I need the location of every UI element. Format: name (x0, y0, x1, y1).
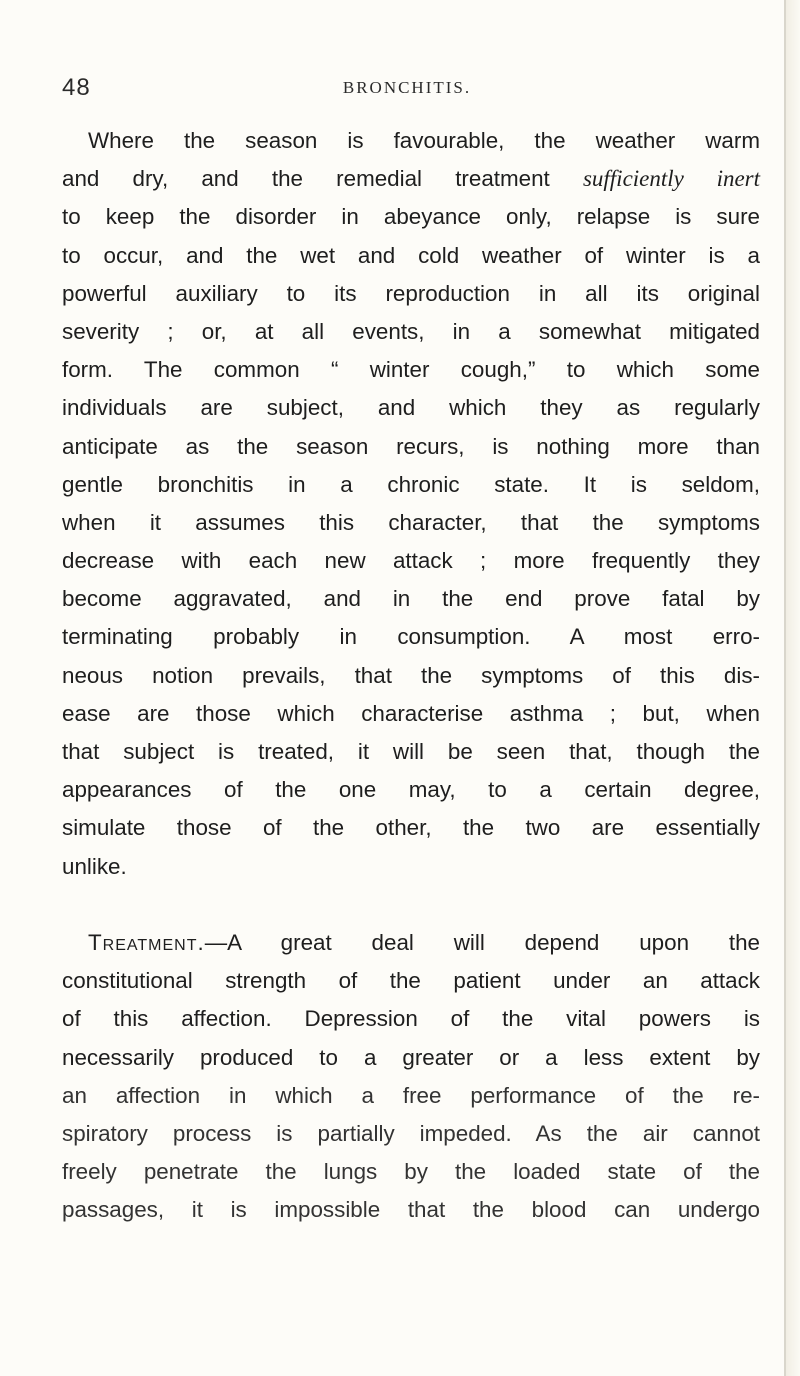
italic-phrase: sufficiently inert (582, 166, 761, 192)
text-segment: and dry, and the remedial treatment (62, 166, 583, 192)
text-line: become aggravated, and in the end prove fatal by (62, 586, 760, 612)
text-line: to occur, and the wet and cold weather of winter is a (62, 242, 760, 268)
text-line: necessarily produced to a greater or a less extent by (62, 1044, 760, 1070)
page-number: 48 (62, 74, 91, 101)
text-line: appearances of the one may, to a certain degree, (62, 777, 760, 803)
text-line: Where the season is favourable, the weather warm (88, 128, 760, 153)
text-line: severity ; or, at all events, in a somewhat mitigated (62, 318, 760, 344)
text-line: anticipate as the season recurs, is nothing more than (62, 433, 760, 459)
text-line: unlike. (62, 853, 127, 879)
text-line: freely penetrate the lungs by the loaded state of the (62, 1159, 760, 1185)
text-line: form. The common “ winter cough,” to which some (62, 357, 760, 383)
text-line: when it assumes this character, that the symptoms (62, 509, 760, 535)
text-line: of this affection. Depression of the vital powers is (62, 1006, 760, 1032)
text-line: an affection in which a free performance of the re- (62, 1082, 760, 1108)
text-line: ease are those which characterise asthma ; but, when (62, 700, 760, 726)
text-line: decrease with each new attack ; more frequently they (62, 548, 760, 574)
text-line: powerful auxiliary to its reproduction in all its original (62, 280, 760, 306)
body-text (62, 122, 760, 1229)
text-segment: —A great deal will depend upon the (204, 929, 760, 955)
text-line: that subject is treated, it will be seen that, though the (62, 739, 760, 764)
text-line (62, 886, 760, 924)
page-header (62, 74, 752, 110)
section-heading: Treatment. (88, 929, 205, 955)
running-head: BRONCHITIS. (342, 78, 472, 97)
text-line: passages, it is impossible that the blood can undergo (62, 1197, 760, 1223)
text-line: constitutional strength of the patient under an attack (62, 968, 760, 994)
text-line: spiratory process is partially impeded. As the air cannot (62, 1120, 760, 1146)
text-line: individuals are subject, and which they as regularly (62, 395, 760, 421)
text-line (62, 924, 760, 962)
page-edge-shadow (786, 0, 800, 1376)
text-line: to keep the disorder in abeyance only, relapse is sure (62, 204, 760, 230)
text-line (62, 160, 760, 198)
text-line: neous notion prevails, that the symptoms of this dis- (62, 662, 760, 688)
text-line: gentle bronchitis in a chronic state. It is seldom, (62, 471, 760, 497)
page-edge-line (784, 0, 786, 1376)
text-line: simulate those of the other, the two are essentially (62, 815, 760, 841)
text-line: terminating probably in consumption. A most erro- (62, 624, 760, 650)
